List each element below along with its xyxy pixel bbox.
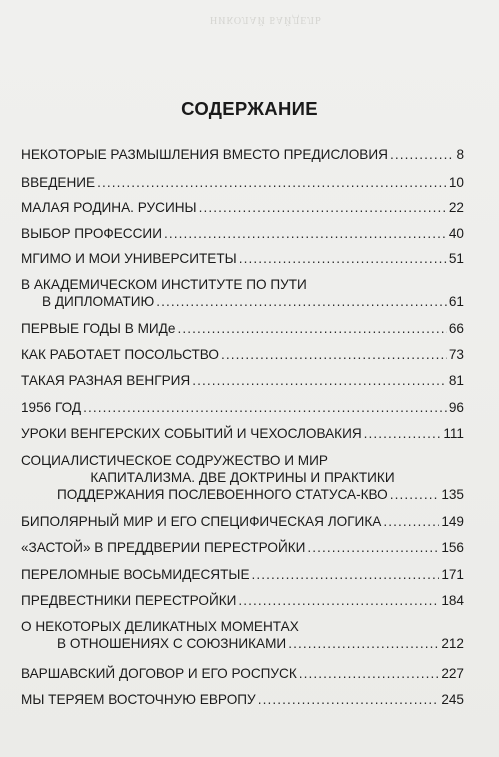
toc-page-number: 111 bbox=[443, 426, 464, 441]
dot-leader bbox=[288, 635, 439, 652]
toc-entry-title: В АКАДЕМИЧЕСКОМ ИНСТИТУТЕ ПО ПУТИ bbox=[21, 277, 307, 292]
dot-leader bbox=[390, 486, 440, 503]
toc-entry bbox=[21, 566, 464, 583]
toc-page-number: 184 bbox=[441, 593, 464, 608]
toc-entry-title: ТАКАЯ РАЗНАЯ ВЕНГРИЯ bbox=[21, 373, 191, 388]
toc-entry-title-cont: В ОТНОШЕНИЯХ С СОЮЗНИКАМИ bbox=[57, 636, 287, 651]
toc-entry-title: ВВЕДЕНИЕ bbox=[21, 175, 96, 190]
toc-page-number: 149 bbox=[441, 514, 464, 529]
dot-leader bbox=[238, 592, 439, 609]
toc-page-number: 135 bbox=[441, 487, 464, 502]
running-header: НИКОЛАЙ БАЙДЕЛЬ bbox=[210, 14, 322, 25]
toc-entry bbox=[21, 250, 464, 267]
toc-page-number: 61 bbox=[448, 294, 464, 309]
toc-page-number: 96 bbox=[448, 400, 464, 415]
toc-entry bbox=[21, 425, 464, 442]
toc-entry-title: МЫ ТЕРЯЕМ ВОСТОЧНУЮ ЕВРОПУ bbox=[21, 692, 256, 707]
toc-entry-title: БИПОЛЯРНЫЙ МИР И ЕГО СПЕЦИФИЧЕСКАЯ ЛОГИКА bbox=[21, 514, 382, 529]
toc-entry bbox=[21, 372, 464, 389]
toc-entry bbox=[21, 399, 464, 416]
toc-entry-title: НЕКОТОРЫЕ РАЗМЫШЛЕНИЯ ВМЕСТО ПРЕДИСЛОВИЯ bbox=[21, 147, 388, 162]
toc-entry bbox=[21, 665, 464, 682]
dot-leader bbox=[252, 566, 440, 583]
toc-entry bbox=[21, 691, 464, 708]
dot-leader bbox=[239, 250, 447, 267]
dot-leader bbox=[199, 199, 447, 216]
dot-leader bbox=[390, 146, 454, 163]
dot-leader bbox=[364, 425, 442, 442]
toc-page-number: 8 bbox=[456, 147, 464, 162]
toc-entry-title: О НЕКОТОРЫХ ДЕЛИКАТНЫХ МОМЕНТАХ bbox=[21, 619, 299, 634]
toc-page-number: 81 bbox=[448, 373, 464, 388]
toc-entry bbox=[21, 276, 464, 310]
toc-entry bbox=[21, 618, 464, 652]
dot-leader bbox=[383, 513, 439, 530]
toc-entry-title: МГИМО И МОИ УНИВЕРСИТЕТЫ bbox=[21, 251, 237, 266]
toc-entry bbox=[21, 346, 464, 363]
page-title: СОДЕРЖАНИЕ bbox=[181, 98, 318, 119]
dot-leader bbox=[258, 691, 440, 708]
toc-page-number: 156 bbox=[441, 540, 464, 555]
toc-entry bbox=[21, 199, 464, 216]
toc-page-number: 171 bbox=[441, 567, 464, 582]
toc-entry-title: ВАРШАВСКИЙ ДОГОВОР И ЕГО РОСПУСК bbox=[21, 666, 297, 681]
dot-leader bbox=[177, 320, 446, 337]
toc-entry bbox=[21, 539, 464, 556]
toc-page-number: 10 bbox=[448, 175, 464, 190]
toc-entry bbox=[21, 592, 464, 609]
toc-entry-title: «ЗАСТОЙ» В ПРЕДДВЕРИИ ПЕРЕСТРОЙКИ bbox=[21, 540, 306, 555]
toc-entry-title-cont: ПОДДЕРЖАНИЯ ПОСЛЕВОЕННОГО СТАТУСА-КВО bbox=[57, 487, 388, 502]
dot-leader bbox=[156, 293, 447, 310]
toc-page-number: 22 bbox=[448, 200, 464, 215]
toc-entry bbox=[21, 513, 464, 530]
toc-page-number: 51 bbox=[448, 251, 464, 266]
toc-entry bbox=[21, 320, 464, 337]
toc-page-number: 227 bbox=[441, 666, 464, 681]
toc-page-number: 66 bbox=[448, 321, 464, 336]
toc-entry-title-cont: КАПИТАЛИЗМА. ДВЕ ДОКТРИНЫ И ПРАКТИКИ bbox=[90, 470, 395, 485]
toc-entry-title: ВЫБОР ПРОФЕССИИ bbox=[21, 226, 162, 241]
toc-entry bbox=[21, 146, 464, 163]
toc-entry bbox=[21, 225, 464, 242]
toc-page-number: 73 bbox=[448, 347, 464, 362]
toc-entry-title: ПРЕДВЕСТНИКИ ПЕРЕСТРОЙКИ bbox=[21, 593, 237, 608]
dot-leader bbox=[221, 346, 447, 363]
toc-entry bbox=[21, 174, 464, 191]
dot-leader bbox=[83, 399, 447, 416]
toc-entry-title: ПЕРЕЛОМНЫЕ ВОСЬМИДЕСЯТЫЕ bbox=[21, 567, 250, 582]
dot-leader bbox=[192, 372, 447, 389]
toc-entry bbox=[21, 452, 464, 503]
toc-entry-title: 1956 ГОД bbox=[21, 400, 82, 415]
toc-entry-title-cont: В ДИПЛОМАТИЮ bbox=[42, 294, 155, 309]
dot-leader bbox=[307, 539, 439, 556]
dot-leader bbox=[97, 174, 447, 191]
toc-page-number: 245 bbox=[441, 692, 464, 707]
toc-entry-title: СОЦИАЛИСТИЧЕСКОЕ СОДРУЖЕСТВО И МИР bbox=[21, 453, 328, 468]
dot-leader bbox=[299, 665, 440, 682]
toc-entry-title: КАК РАБОТАЕТ ПОСОЛЬСТВО bbox=[21, 347, 219, 362]
toc-page-number: 212 bbox=[441, 636, 464, 651]
toc-entry-title: ПЕРВЫЕ ГОДЫ В МИДе bbox=[21, 321, 176, 336]
toc-entry-title: УРОКИ ВЕНГЕРСКИХ СОБЫТИЙ И ЧЕХОСЛОВАКИЯ bbox=[21, 426, 362, 441]
dot-leader bbox=[164, 225, 447, 242]
toc-page-number: 40 bbox=[448, 226, 464, 241]
toc-entry-title: МАЛАЯ РОДИНА. РУСИНЫ bbox=[21, 200, 197, 215]
